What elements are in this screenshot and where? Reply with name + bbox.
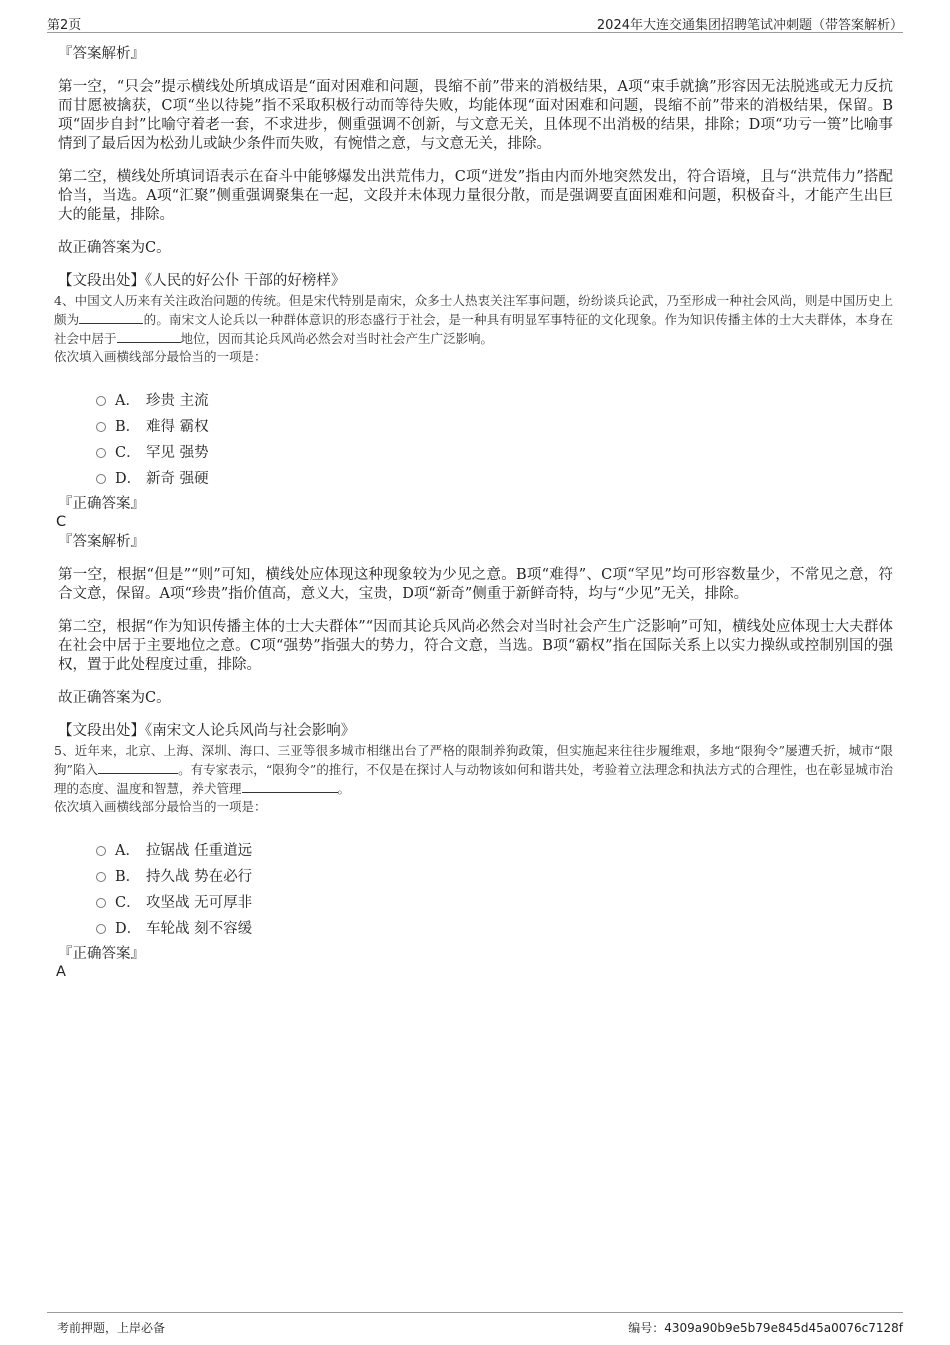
radio-icon[interactable]	[96, 396, 106, 406]
q4-analysis-label: 『答案解析』	[58, 534, 145, 550]
q4-analysis-para2: 第二空，根据“作为知识传播主体的士大夫群体”“因而其论兵风尚必然会对当时社会产生广泛影响”可知，横线处应体现士大夫群体在社会中居于主要地位之意。C项“强势”指强大的势力，符合文意，当选。B项“霸权”指在国际关系上以实力操纵或控制别国的强权，置于此处程度过重，排除。	[58, 619, 893, 673]
radio-icon[interactable]	[96, 898, 106, 908]
radio-icon[interactable]	[96, 474, 106, 484]
radio-icon[interactable]	[96, 422, 106, 432]
q5-blank-2	[242, 780, 338, 793]
q4-stem-part3: 地位，因而其论兵风尚必然会对当时社会产生广泛影响。	[180, 331, 494, 346]
radio-icon[interactable]	[96, 846, 106, 856]
q5-blank-1	[98, 761, 178, 774]
q4-answer-label: 『正确答案』	[58, 496, 145, 512]
q5-stem-part2: 。有专家表示，“限狗令”的推行，不仅是在探讨人与动物该如何和谐共处，考验着立法理念和执法方式的合理性，也在彰显城市治理的态度、温度和智慧，养犬管理	[54, 762, 893, 796]
q4-blank-1	[79, 311, 143, 324]
page-content	[54, 44, 893, 980]
q4-stem-part2: 的。南宋文人论兵以一种群体意识的形态盛行于社会，是一种具有明显军事特征的文化现象。作为知识传播主体的士大夫群体，本身在社会中居于	[54, 312, 893, 346]
q4-instruction: 依次填入画横线部分最恰当的一项是：	[54, 349, 267, 364]
q4-option-b[interactable]: B． 难得 霸权	[96, 412, 893, 438]
radio-icon[interactable]	[96, 924, 106, 934]
q4-option-a[interactable]: A． 珍贵 主流	[96, 386, 893, 412]
q5-option-a[interactable]: A． 拉锯战 任重道远	[96, 836, 893, 862]
radio-icon[interactable]	[96, 872, 106, 882]
q4-source: 【文段出处】《南宋文人论兵风尚与社会影响》	[58, 723, 356, 739]
page-header	[47, 8, 903, 33]
q3-analysis-label: 『答案解析』	[58, 46, 145, 62]
document-title: 2024年大连交通集团招聘笔试冲刺题（带答案解析）	[596, 18, 903, 33]
q3-conclusion: 故正确答案为C。	[58, 240, 171, 256]
q5-option-b[interactable]: B． 持久战 势在必行	[96, 862, 893, 888]
q4-options	[96, 386, 893, 490]
q5-option-d[interactable]: D． 车轮战 刻不容缓	[96, 914, 893, 940]
q4-stem	[54, 291, 893, 348]
q4-option-c[interactable]: C． 罕见 强势	[96, 438, 893, 464]
q5-answer: A	[56, 964, 66, 980]
q4-blank-2	[117, 330, 181, 343]
document-id: 编号：4309a90b9e5b79e845d45a0076c7128f	[628, 1321, 903, 1335]
q3-analysis-para2: 第二空，横线处所填词语表示在奋斗中能够爆发出洪荒伟力，C项“迸发”指由内而外地突然发出，符合语境，且与“洪荒伟力”搭配恰当，当选。A项“汇聚”侧重强调聚集在一起，文段并未体现力量很分散，而是强调要直面困难和问题，积极奋斗，才能产生出巨大的能量，排除。	[58, 169, 893, 223]
page-footer	[47, 1312, 903, 1341]
q4-analysis-para1: 第一空，根据“但是”“则”可知，横线处应体现这种现象较为少见之意。B项“难得”、C项“罕见”均可形容数量少，不常见之意，符合文意，保留。A项“珍贵”指价值高，意义大，宝贵，D项“新奇”侧重于新鲜奇特，均与“少见”无关，排除。	[58, 567, 893, 602]
q3-source: 【文段出处】《人民的好公仆 干部的好榜样》	[58, 273, 346, 289]
q5-stem-part1: 5、近年来，北京、上海、深圳、海口、三亚等很多城市相继出台了严格的限制养狗政策，但实施起来往往步履维艰，多地“限狗令”屡遭夭折，城市“限狗”陷入	[54, 743, 893, 777]
q4-stem-part1: 4、中国文人历来有关注政治问题的传统。但是宋代特别是南宋，众多士人热衷关注军事问题，纷纷谈兵论武，乃至形成一种社会风尚，则是中国历史上颇为	[54, 293, 893, 327]
q3-analysis-para1: 第一空，“只会”提示横线处所填成语是“面对困难和问题，畏缩不前”带来的消极结果，A项“束手就擒”形容因无法脱逃或无力反抗而甘愿被擒获，C项“坐以待毙”指不采取积极行动而等待失败，均能体现“面对困难和问题，畏缩不前”带来的消极结果，保留。B项“固步自封”比喻守着老一套，不求进步，侧重强调不创新，与文意无关，且体现不出消极的结果，排除；D项“功亏一篑”比喻事情到了最后因为松劲儿或缺少条件而失败，有惋惜之意，与文意无关，排除。	[58, 79, 893, 152]
q5-options	[96, 836, 893, 940]
footer-slogan: 考前押题，上岸必备	[57, 1321, 166, 1335]
q5-stem	[54, 741, 893, 798]
q4-conclusion: 故正确答案为C。	[58, 690, 171, 706]
q5-instruction: 依次填入画横线部分最恰当的一项是：	[54, 799, 267, 814]
q4-option-d[interactable]: D． 新奇 强硬	[96, 464, 893, 490]
q4-answer: C	[56, 514, 67, 530]
page-number: 第2页	[47, 18, 82, 33]
q5-answer-label: 『正确答案』	[58, 946, 145, 962]
q5-stem-part3: 。	[337, 781, 351, 796]
radio-icon[interactable]	[96, 448, 106, 458]
q5-option-c[interactable]: C． 攻坚战 无可厚非	[96, 888, 893, 914]
